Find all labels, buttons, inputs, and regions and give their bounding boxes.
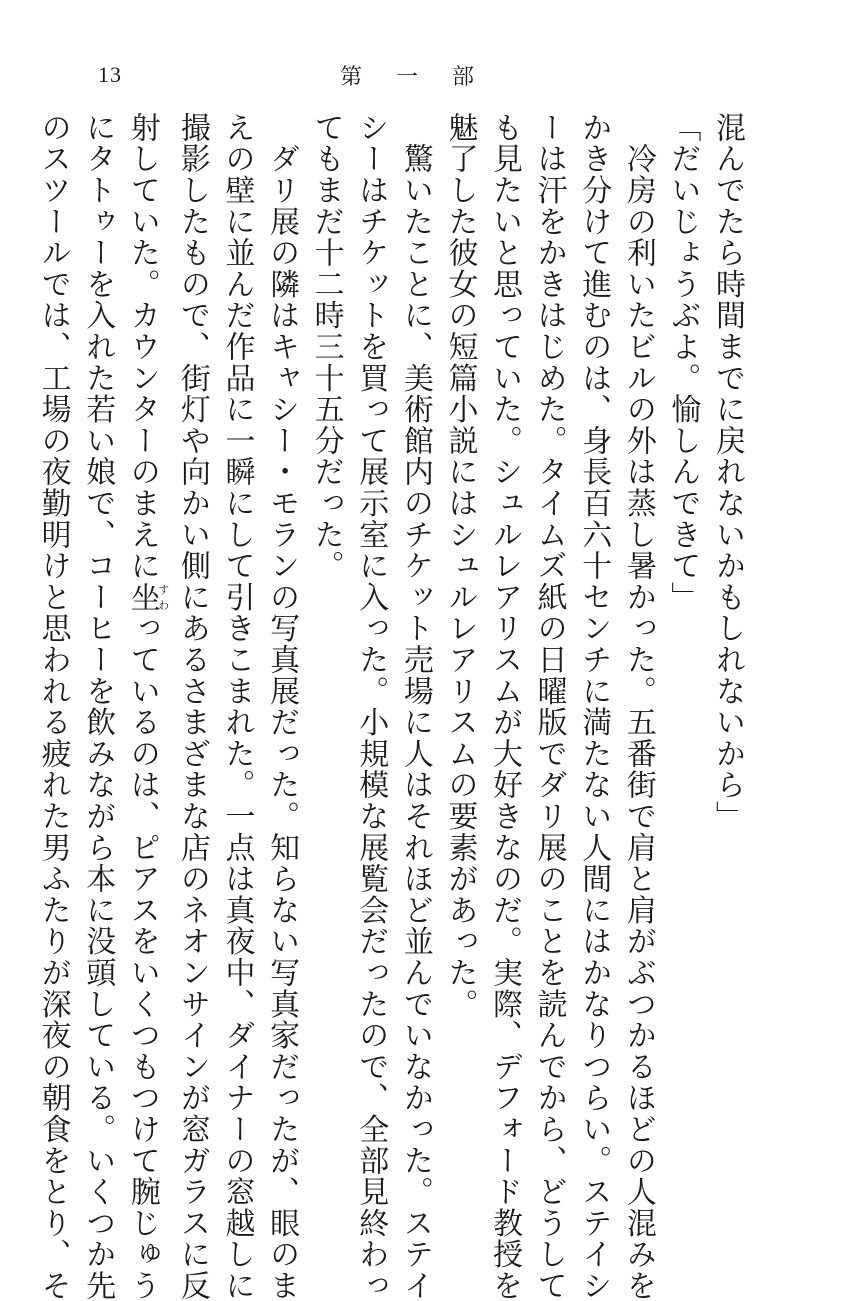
- text-line: てもまだ十二時三十五分だった。: [308, 112, 344, 582]
- ruby-base: 坐: [124, 581, 160, 613]
- running-head-char: 第: [340, 65, 363, 90]
- text-segment: っているのは、ピアスをいくつもつけて腕じゅう: [124, 612, 160, 1301]
- text-line: えの壁に並んだ作品に一瞬にして引きこまれた。一点は真夜中、ダイナーの窓越しに: [219, 112, 255, 1301]
- text-line-with-ruby: [119, 112, 170, 1301]
- text-line: 混んでたら時間までに戻れないかもしれないから」: [710, 112, 745, 832]
- text-line: 冷房の利いたビルの外は蒸し暑かった。五番街で肩と肩がぶつかるほどの人混みを: [620, 112, 656, 1301]
- text-line: かき分けて進むのは、身長百六十センチに満たない人間にはかなりつらい。ステイシ: [576, 112, 612, 1301]
- text-line: にタトゥーを入れた若い娘で、コーヒーを飲みながら本に没頭している。いくつか先: [80, 112, 116, 1301]
- text-line: 驚いたことに、美術館内のチケット売場に人はそれほど並んでいなかった。ステイ: [397, 112, 433, 1301]
- text-segment: 射していた。カウンターのまえに: [124, 112, 160, 582]
- text-line: シーはチケットを買って展示室に入った。小規模な展覧会だったので、全部見終わっ: [353, 112, 389, 1301]
- text-line: ーは汗をかきはじめた。タイムズ紙の日曜版でダリ展のことを読んでから、どうして: [531, 112, 567, 1301]
- text-line: のスツールでは、工場の夜勤明けと思われる疲れた男ふたりが深夜の朝食をとり、そ: [35, 112, 71, 1301]
- page-number: 13: [98, 62, 122, 87]
- ruby-annotation: [124, 581, 170, 613]
- text-line: ダリ展の隣はキャシー・モランの写真展だった。知らない写真家だったが、眼のま: [264, 112, 300, 1301]
- text-line: 魅了した彼女の短篇小説にはシュルレアリスムの要素があった。: [442, 112, 478, 1020]
- running-head: [340, 60, 474, 91]
- vertical-body-text: [35, 112, 749, 1301]
- text-line: 「だいじょうぶよ。愉しんできて」: [665, 112, 701, 613]
- text-line: 撮影したもので、街灯や向かい側にあるさまざまな店のネオンサインが窓ガラスに反: [174, 112, 210, 1301]
- running-head-char: 一: [396, 65, 419, 90]
- text-line: も見たいと思っていた。シュルレアリスムが大好きなのだ。実際、デフォード教授を: [487, 112, 523, 1301]
- running-head-char: 部: [452, 65, 475, 90]
- ruby-reading: すわ: [156, 581, 170, 613]
